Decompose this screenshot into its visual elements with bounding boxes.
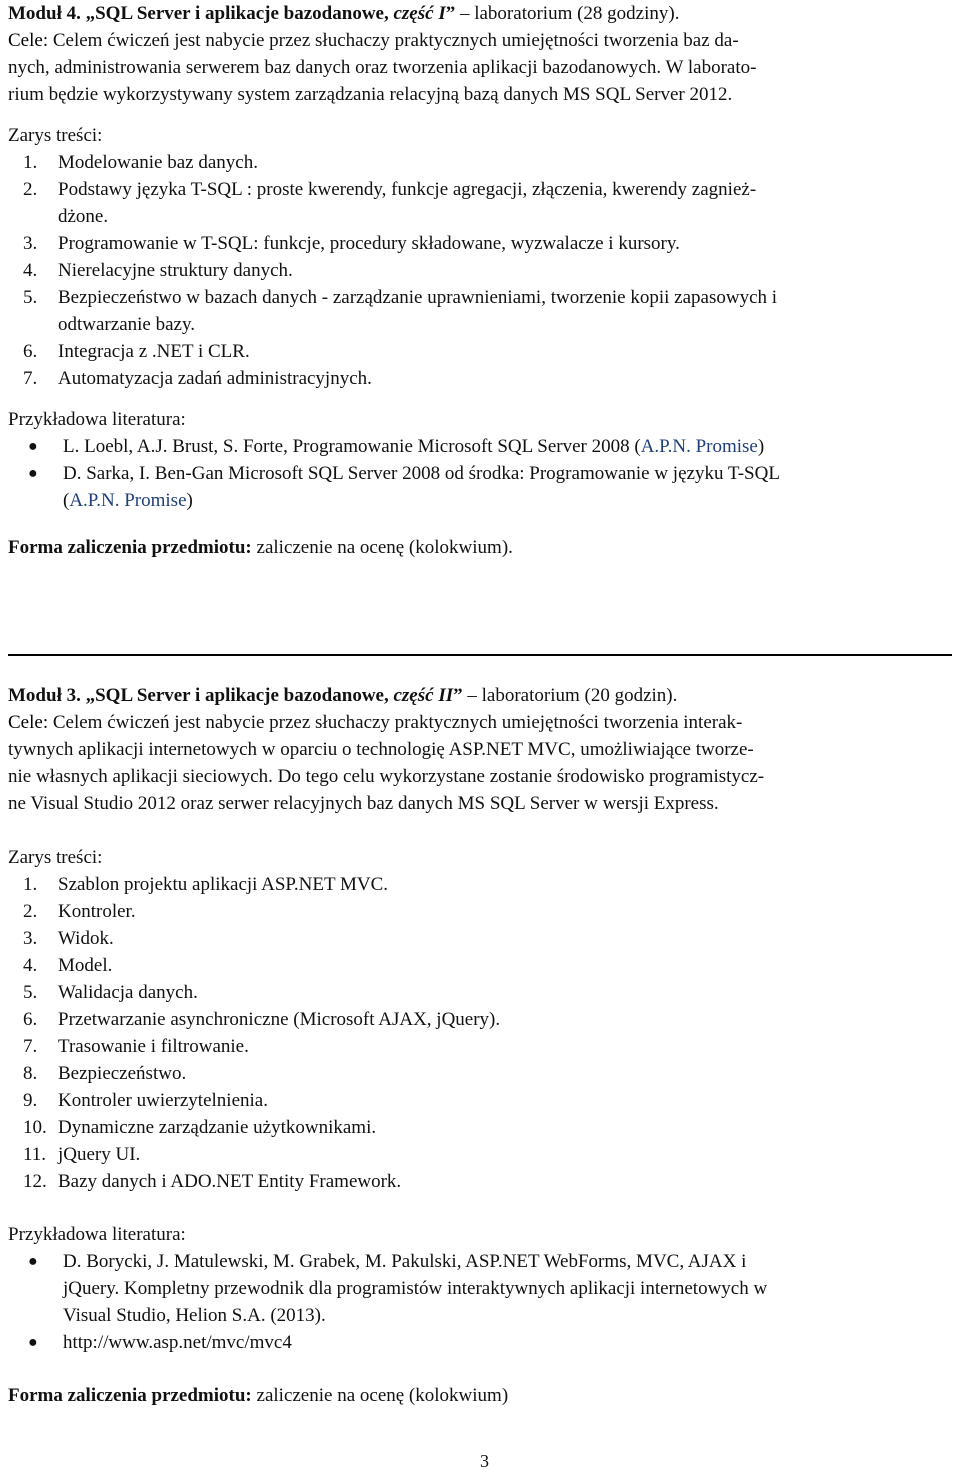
outline-item-number: 1. [23, 152, 38, 173]
module-3-goals-line-1: Celem ćwiczeń jest nabycie przez słuchaczy praktycznych umiejętności tworzenia interak- [48, 712, 743, 733]
page-number: 3 [480, 1451, 489, 1471]
module-3-outline-list [8, 871, 952, 1195]
outline-item-number: 5. [23, 287, 38, 308]
outline-item-text: Widok. [58, 928, 114, 949]
module-3-heading-lab: – laboratorium (20 godzin). [462, 685, 678, 706]
module-3-goals-line-3: nie własnych aplikacji sieciowych. Do tego celu wykorzystane zostanie środowisko programistycz- [8, 766, 765, 787]
outline-item-text: Podstawy języka T-SQL : proste kwerendy, funkcje agregacji, złączenia, kwerendy zagnież- [58, 179, 757, 200]
literature-text: jQuery. Kompletny przewodnik dla programistów interaktywnych aplikacji internetowych w [63, 1278, 768, 1299]
literature-text: L. Loebl, A.J. Brust, S. Forte, Programowanie Microsoft SQL Server 2008 ( [63, 436, 641, 457]
module-3-outline-label: Zarys treści: [8, 847, 103, 868]
outline-item-text: odtwarzanie bazy. [58, 314, 195, 335]
bullet-icon: ● [28, 465, 38, 482]
module-3-heading-title: Moduł 3. „SQL Server i aplikacje bazodanowe, [8, 685, 394, 706]
module-3-heading-quote: ” [453, 685, 463, 706]
literature-text: ( [63, 490, 70, 511]
module-3-section [8, 682, 952, 1409]
outline-item-text: Kontroler. [58, 901, 136, 922]
module-4-grading-label: Forma zaliczenia przedmiotu: [8, 537, 252, 558]
module-4-section [8, 0, 952, 561]
module-3-goals [8, 709, 952, 817]
outline-item-text: Bazy danych i ADO.NET Entity Framework. [58, 1171, 402, 1192]
bullet-icon: ● [28, 1334, 38, 1351]
bullet-icon: ● [28, 438, 38, 455]
outline-item-text: Model. [58, 955, 113, 976]
module-3-goals-line-2: tywnych aplikacji internetowych w oparciu o technologię ASP.NET MVC, umożliwiające tworze- [8, 739, 754, 760]
outline-item-number: 6. [23, 341, 38, 362]
literature-text: D. Sarka, I. Ben-Gan Microsoft SQL Server 2008 od środka: Programowanie w języku T-SQL [63, 463, 780, 484]
publisher-link[interactable]: A.P.N. Promise [640, 436, 758, 457]
module-4-literature-list [8, 433, 952, 514]
bullet-icon: ● [28, 1253, 38, 1270]
module-3-heading-part: część II [393, 685, 454, 706]
outline-item-number: 12. [23, 1171, 47, 1192]
outline-item-number: 4. [23, 955, 38, 976]
outline-item-text: Integracja z .NET i CLR. [58, 341, 250, 362]
outline-item-number: 9. [23, 1090, 38, 1111]
module-4-outline-label: Zarys treści: [8, 125, 103, 146]
outline-item [8, 1060, 952, 1087]
literature-text: D. Borycki, J. Matulewski, M. Grabek, M. Pakulski, ASP.NET WebForms, MVC, AJAX i [63, 1251, 747, 1272]
outline-item-text: jQuery UI. [58, 1144, 141, 1165]
module-4-outline-list [8, 149, 952, 392]
outline-item [8, 1141, 952, 1168]
outline-item [8, 1168, 952, 1195]
outline-item [8, 149, 952, 176]
outline-item-number: 7. [23, 368, 38, 389]
outline-item-text: Szablon projektu aplikacji ASP.NET MVC. [58, 874, 389, 895]
module-4-heading-lab: – laboratorium (28 godziny). [455, 3, 680, 24]
outline-item [8, 1114, 952, 1141]
literature-item [8, 1248, 952, 1329]
outline-item [8, 1087, 952, 1114]
outline-item-number: 5. [23, 982, 38, 1003]
literature-text: http://www.asp.net/mvc/mvc4 [63, 1332, 292, 1353]
outline-item-text: Bezpieczeństwo. [58, 1063, 187, 1084]
outline-item-number: 2. [23, 179, 38, 200]
outline-item-text: Modelowanie baz danych. [58, 152, 258, 173]
module-3-goals-label: Cele: [8, 712, 49, 733]
outline-item [8, 898, 952, 925]
outline-item [8, 365, 952, 392]
outline-item-text: Kontroler uwierzytelnienia. [58, 1090, 268, 1111]
outline-item [8, 257, 952, 284]
outline-item [8, 1033, 952, 1060]
module-4-goals-line-2: nych, administrowania serwerem baz danych oraz tworzenia aplikacji bazodanowych. W laborato- [8, 57, 757, 78]
literature-item [8, 1329, 952, 1356]
outline-item-number: 3. [23, 928, 38, 949]
module-4-heading-title: Moduł 4. „SQL Server i aplikacje bazodanowe, [8, 3, 394, 24]
module-4-goals [8, 27, 952, 108]
module-4-goals-line-3: rium będzie wykorzystywany system zarządzania relacyjną bazą danych MS SQL Server 2012. [8, 84, 733, 105]
literature-text-end: ) [186, 490, 193, 511]
outline-item-text: Dynamiczne zarządzanie użytkownikami. [58, 1117, 377, 1138]
outline-item-number: 6. [23, 1009, 38, 1030]
outline-item-number: 7. [23, 1036, 38, 1057]
outline-item [8, 284, 952, 338]
module-3-grading [8, 1382, 952, 1409]
outline-item-text: Automatyzacja zadań administracyjnych. [58, 368, 372, 389]
outline-item-text: Bezpieczeństwo w bazach danych - zarządzanie uprawnieniami, tworzenie kopii zapasowych i [58, 287, 778, 308]
module-4-goals-line-1: Celem ćwiczeń jest nabycie przez słuchaczy praktycznych umiejętności tworzenia baz da- [48, 30, 739, 51]
outline-item-text: Trasowanie i filtrowanie. [58, 1036, 249, 1057]
outline-item-text: Programowanie w T-SQL: funkcje, procedury składowane, wyzwalacze i kursory. [58, 233, 680, 254]
outline-item [8, 871, 952, 898]
module-4-heading [8, 0, 952, 27]
outline-item-number: 10. [23, 1117, 47, 1138]
outline-item [8, 979, 952, 1006]
module-4-grading [8, 534, 952, 561]
outline-item-text: dżone. [58, 206, 109, 227]
module-3-literature-list [8, 1248, 952, 1356]
module-3-heading [8, 682, 952, 709]
section-divider [8, 654, 952, 656]
outline-item [8, 230, 952, 257]
outline-item-number: 8. [23, 1063, 38, 1084]
outline-item-text: Przetwarzanie asynchroniczne (Microsoft AJAX, jQuery). [58, 1009, 501, 1030]
literature-text: Visual Studio, Helion S.A. (2013). [63, 1305, 326, 1326]
outline-item-text: Nierelacyjne struktury danych. [58, 260, 293, 281]
outline-item [8, 1006, 952, 1033]
literature-text-end: ) [757, 436, 765, 457]
outline-item-number: 11. [23, 1144, 47, 1165]
outline-item [8, 338, 952, 365]
module-4-literature-label: Przykładowa literatura: [8, 409, 186, 430]
outline-item-number: 2. [23, 901, 38, 922]
module-4-goals-label: Cele: [8, 30, 49, 51]
literature-item [8, 460, 952, 514]
outline-item [8, 925, 952, 952]
outline-item [8, 176, 952, 230]
outline-item-number: 4. [23, 260, 38, 281]
module-4-heading-quote: ” [445, 3, 456, 24]
module-3-grading-text: zaliczenie na ocenę (kolokwium) [251, 1385, 509, 1406]
literature-item [8, 433, 952, 460]
module-3-literature-label: Przykładowa literatura: [8, 1224, 186, 1245]
outline-item [8, 952, 952, 979]
module-4-heading-part: część I [393, 3, 446, 24]
module-3-goals-line-4: ne Visual Studio 2012 oraz serwer relacyjnych baz danych MS SQL Server w wersji Express. [8, 793, 719, 814]
outline-item-number: 1. [23, 874, 38, 895]
outline-item-number: 3. [23, 233, 38, 254]
module-3-grading-label: Forma zaliczenia przedmiotu: [8, 1385, 252, 1406]
publisher-link[interactable]: A.P.N. Promise [69, 490, 187, 511]
outline-item-text: Walidacja danych. [58, 982, 198, 1003]
module-4-grading-text: zaliczenie na ocenę (kolokwium). [251, 537, 513, 558]
